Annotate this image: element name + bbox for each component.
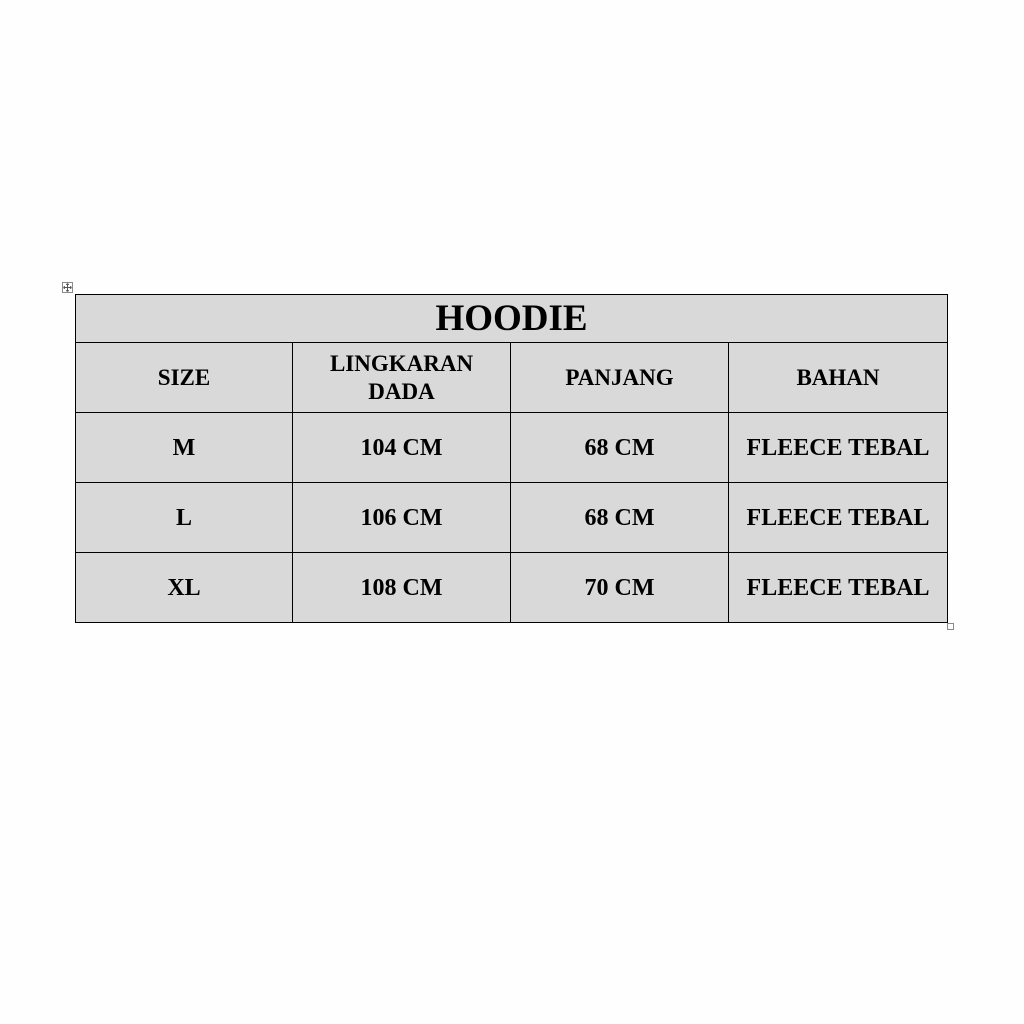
table-title-row [76, 295, 948, 343]
header-panjang: PANJANG [511, 343, 729, 413]
header-lingkaran-dada-label: LINGKARAN DADA [329, 350, 474, 404]
table-move-handle-icon[interactable] [62, 282, 73, 293]
table-title: HOODIE [76, 295, 948, 343]
cell-lingkaran-dada: 108 CM [293, 553, 511, 623]
cell-panjang: 68 CM [511, 483, 729, 553]
cell-bahan: FLEECE TEBAL [729, 553, 948, 623]
table-row [76, 553, 948, 623]
table-header-row [76, 343, 948, 413]
table-resize-handle-icon[interactable] [947, 623, 954, 630]
table-row [76, 413, 948, 483]
cell-panjang: 70 CM [511, 553, 729, 623]
cell-panjang: 68 CM [511, 413, 729, 483]
cell-lingkaran-dada: 106 CM [293, 483, 511, 553]
cell-size: XL [76, 553, 293, 623]
header-lingkaran-dada [293, 343, 511, 413]
cell-bahan: FLEECE TEBAL [729, 413, 948, 483]
cell-bahan: FLEECE TEBAL [729, 483, 948, 553]
size-chart-table [75, 294, 948, 623]
cell-size: M [76, 413, 293, 483]
header-bahan: BAHAN [729, 343, 948, 413]
move-arrows-icon [63, 283, 72, 292]
cell-lingkaran-dada: 104 CM [293, 413, 511, 483]
table-row [76, 483, 948, 553]
header-size: SIZE [76, 343, 293, 413]
cell-size: L [76, 483, 293, 553]
